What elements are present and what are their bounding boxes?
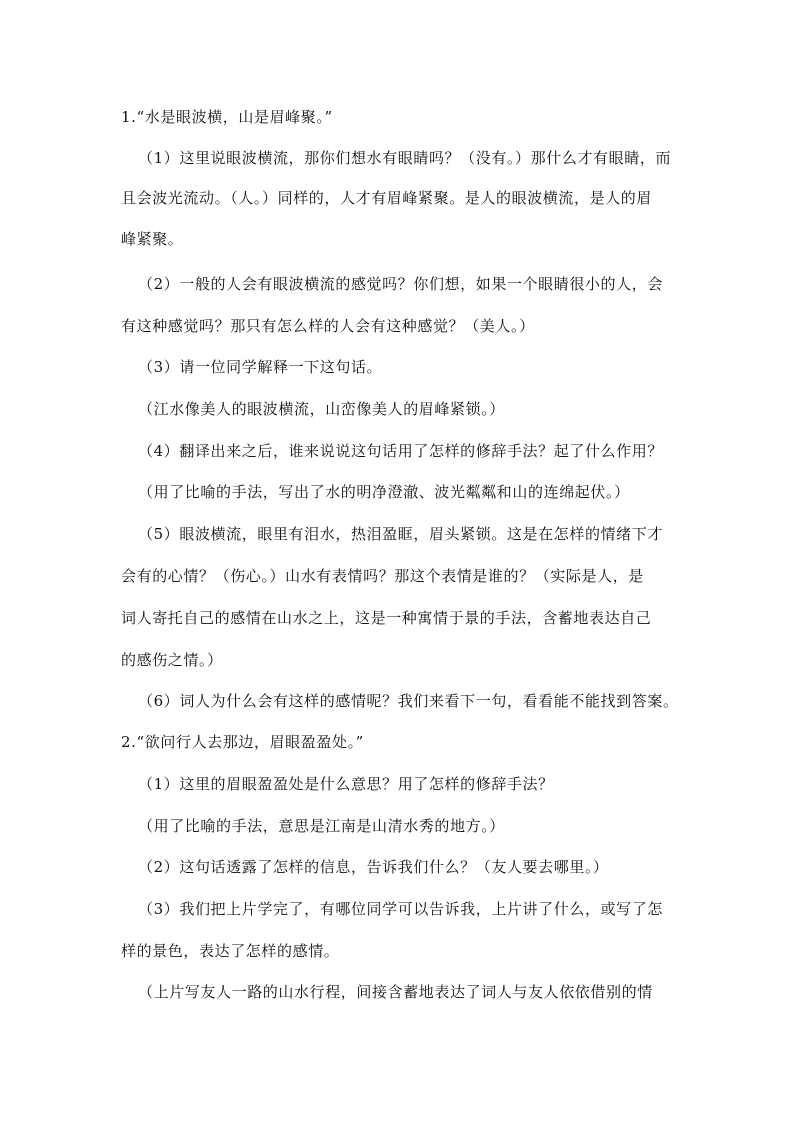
paragraph-line: （2）这句话透露了怎样的信息，告诉我们什么？（友人要去哪里。） (138, 858, 609, 876)
paragraph-line: （5）眼波横流，眼里有泪水，热泪盈眶，眉头紧锁。这是在怎样的情绪下才 (138, 525, 663, 543)
paragraph-line: （2）一般的人会有眼波横流的感觉吗？你们想，如果一个眼睛很小的人，会 (138, 275, 663, 293)
paragraph-line: 样的景色，表达了怎样的感情。 (121, 942, 340, 960)
paragraph-line: （江水像美人的眼波横流，山峦像美人的眉峰紧锁。） (138, 400, 505, 418)
item-1-heading: 1.“水是眼波横，山是眉峰聚。” (121, 108, 333, 126)
paragraph-line: （上片写友人一路的山水行程，间接含蓄地表达了词人与友人依依借别的情 (138, 983, 653, 1001)
paragraph-line: 峰紧聚。 (121, 230, 184, 248)
item-2-heading: 2.“欲问行人去那边，眉眼盈盈处。” (121, 733, 364, 751)
paragraph-line: （4）翻译出来之后，谁来说说这句话用了怎样的修辞手法？起了什么作用？ (138, 442, 663, 460)
paragraph-line: 的感伤之情。） (121, 651, 223, 669)
paragraph-line: （6）词人为什么会有这样的感情呢？我们来看下一句，看看能不能找到答案。 (138, 692, 679, 710)
paragraph-line: （3）我们把上片学完了，有哪位同学可以告诉我，上片讲了什么，或写了怎 (138, 900, 663, 918)
paragraph-line: 词人寄托自己的感情在山水之上，这是一种寓情于景的手法，含蓄地表达自己 (121, 609, 652, 627)
paragraph-line: 且会波光流动。（人。）同样的，人才有眉峰紧聚。是人的眼波横流，是人的眉 (121, 189, 653, 207)
paragraph-line: （用了比喻的手法，写出了水的明净澄澈、波光粼粼和山的连绵起伏。） (138, 483, 630, 501)
paragraph-line: 有这种感觉吗？那只有怎么样的人会有这种感觉？（美人。） (121, 317, 535, 335)
paragraph-line: （3）请一位同学解释一下这句话。 (138, 358, 383, 376)
paragraph-line: （1）这里的眉眼盈盈处是什么意思？用了怎样的修辞手法？ (138, 775, 554, 793)
paragraph-line: （1）这里说眼波横流，那你们想水有眼睛吗？（没有。）那什么才有眼睛，而 (138, 149, 672, 167)
paragraph-line: （用了比喻的手法，意思是江南是山清水秀的地方。） (138, 817, 505, 835)
paragraph-line: 会有的心情？（伤心。）山水有表情吗？那这个表情是谁的？（实际是人，是 (121, 567, 644, 585)
